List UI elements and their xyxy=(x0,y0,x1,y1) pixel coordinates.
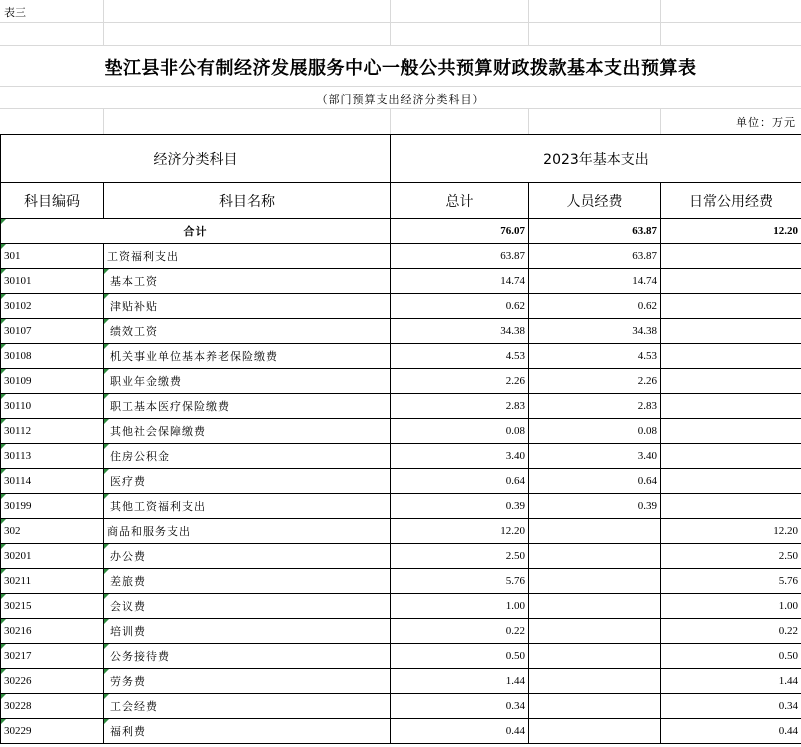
cell-daily[interactable] xyxy=(661,419,801,444)
cell-personnel-text: 0.39 xyxy=(637,500,657,512)
cell-personnel-text: 34.38 xyxy=(632,325,657,337)
cell-name[interactable] xyxy=(104,719,391,744)
cell-personnel[interactable] xyxy=(529,369,661,394)
cell-total-text: 0.64 xyxy=(505,475,525,487)
cell-daily[interactable] xyxy=(661,369,801,394)
cell-name[interactable] xyxy=(104,644,391,669)
cell-code-text: 30102 xyxy=(4,300,32,312)
cell-name[interactable] xyxy=(104,419,391,444)
table-row xyxy=(1,694,801,719)
cell-total-text: 1.44 xyxy=(505,675,525,687)
cell-name[interactable] xyxy=(104,544,391,569)
cell-code[interactable] xyxy=(1,594,104,619)
cell-code[interactable] xyxy=(1,719,104,744)
cell-code[interactable] xyxy=(1,294,104,319)
cell-total[interactable] xyxy=(391,669,529,694)
cell-daily-text: 0.50 xyxy=(778,650,798,662)
cell-code[interactable] xyxy=(1,644,104,669)
cell-code-text: 30113 xyxy=(4,450,32,462)
table-row xyxy=(1,594,801,619)
total-personnel[interactable]: 63.87 xyxy=(529,219,661,244)
text-format-marker xyxy=(104,644,109,649)
cell-daily-text: 0.44 xyxy=(778,725,798,737)
cell-code-text: 30101 xyxy=(4,275,32,287)
cell-daily[interactable] xyxy=(661,519,801,544)
cell-name[interactable] xyxy=(104,669,391,694)
budget-table xyxy=(0,134,801,744)
table-row xyxy=(1,469,801,494)
cell-total[interactable] xyxy=(391,294,529,319)
table-row xyxy=(1,719,801,744)
cell-code[interactable] xyxy=(1,669,104,694)
cell-name[interactable] xyxy=(104,469,391,494)
cell-personnel-text: 2.26 xyxy=(637,375,657,387)
cell-name[interactable] xyxy=(104,594,391,619)
cell-name[interactable] xyxy=(104,694,391,719)
cell-name-text: 工会经费 xyxy=(110,700,158,713)
cell-code-text: 30211 xyxy=(4,575,32,587)
cell-code[interactable] xyxy=(1,569,104,594)
cell-name[interactable] xyxy=(104,344,391,369)
cell-total-text: 3.40 xyxy=(505,450,525,462)
cell-personnel[interactable] xyxy=(529,294,661,319)
cell-total[interactable] xyxy=(391,344,529,369)
cell-code-text: 302 xyxy=(4,525,21,537)
cell-total-text: 34.38 xyxy=(500,325,525,337)
text-format-marker xyxy=(104,694,109,699)
table-row xyxy=(1,294,801,319)
cell-daily[interactable] xyxy=(661,319,801,344)
text-format-marker xyxy=(104,719,109,724)
cell-code-text: 30229 xyxy=(4,725,32,737)
text-format-marker xyxy=(1,319,6,324)
table-row xyxy=(1,244,801,269)
cell-total[interactable] xyxy=(391,619,529,644)
text-format-marker xyxy=(1,269,6,274)
cell-daily[interactable] xyxy=(661,469,801,494)
text-format-marker xyxy=(1,344,6,349)
cell-total[interactable] xyxy=(391,369,529,394)
cell-daily[interactable] xyxy=(661,294,801,319)
cell-total[interactable] xyxy=(391,494,529,519)
cell-name[interactable] xyxy=(104,494,391,519)
cell-personnel[interactable] xyxy=(529,269,661,294)
cell-total-text: 4.53 xyxy=(505,350,525,362)
cell-total[interactable] xyxy=(391,444,529,469)
cell-name-text: 职工基本医疗保险缴费 xyxy=(110,400,230,413)
cell-daily-text: 0.22 xyxy=(778,625,798,637)
cell-daily-text: 1.00 xyxy=(778,600,798,612)
cell-name-text: 绩效工资 xyxy=(110,325,158,338)
text-format-marker xyxy=(104,444,109,449)
text-format-marker xyxy=(1,594,6,599)
cell-code-text: 30215 xyxy=(4,600,32,612)
cell-total-text: 2.50 xyxy=(505,550,525,562)
table-row xyxy=(1,569,801,594)
text-format-marker xyxy=(104,294,109,299)
cell-name-text: 福利费 xyxy=(110,725,146,738)
cell-name-text: 机关事业单位基本养老保险缴费 xyxy=(110,350,278,363)
cell-total[interactable] xyxy=(391,394,529,419)
cell-personnel-text: 3.40 xyxy=(637,450,657,462)
cell-total[interactable] xyxy=(391,244,529,269)
text-format-marker xyxy=(104,544,109,549)
cell-name-text: 会议费 xyxy=(110,600,146,613)
text-format-marker xyxy=(104,344,109,349)
text-format-marker xyxy=(1,644,6,649)
cell-daily[interactable] xyxy=(661,619,801,644)
cell-code[interactable] xyxy=(1,244,104,269)
table-row xyxy=(1,269,801,294)
cell-name-text: 其他工资福利支出 xyxy=(110,500,206,513)
cell-code-text: 30201 xyxy=(4,550,32,562)
cell-code-text: 30107 xyxy=(4,325,32,337)
text-format-marker xyxy=(104,419,109,424)
cell-total[interactable] xyxy=(391,719,529,744)
page-title: 垫江县非公有制经济发展服务中心一般公共预算财政拨款基本支出预算表 xyxy=(104,58,697,79)
cell-personnel[interactable] xyxy=(529,719,661,744)
cell-personnel[interactable] xyxy=(529,544,661,569)
cell-personnel[interactable] xyxy=(529,319,661,344)
cell-personnel[interactable] xyxy=(529,594,661,619)
cell-total-text: 63.87 xyxy=(500,250,525,262)
cell-personnel[interactable] xyxy=(529,569,661,594)
cell-name[interactable] xyxy=(104,444,391,469)
cell-code[interactable] xyxy=(1,344,104,369)
text-format-marker xyxy=(104,369,109,374)
cell-personnel-text: 0.08 xyxy=(637,425,657,437)
cell-name-text: 医疗费 xyxy=(110,475,146,488)
cell-total-text: 2.83 xyxy=(505,400,525,412)
cell-personnel[interactable] xyxy=(529,644,661,669)
cell-daily-text: 12.20 xyxy=(773,525,798,537)
cell-total[interactable] xyxy=(391,269,529,294)
sheet-label: 表三 xyxy=(4,6,26,19)
text-format-marker xyxy=(1,469,6,474)
cell-daily[interactable] xyxy=(661,244,801,269)
header-year-basic[interactable]: 2023年基本支出 xyxy=(391,135,801,183)
cell-code[interactable] xyxy=(1,519,104,544)
table-row xyxy=(1,644,801,669)
cell-name[interactable] xyxy=(104,319,391,344)
table-row xyxy=(1,344,801,369)
cell-name[interactable] xyxy=(104,369,391,394)
cell-daily[interactable] xyxy=(661,594,801,619)
cell-daily[interactable] xyxy=(661,644,801,669)
cell-code-text: 30114 xyxy=(4,475,32,487)
cell-code[interactable] xyxy=(1,469,104,494)
cell-total-text: 0.34 xyxy=(505,700,525,712)
cell-personnel[interactable] xyxy=(529,469,661,494)
cell-personnel-text: 4.53 xyxy=(637,350,657,362)
text-format-marker xyxy=(104,619,109,624)
header-row-1 xyxy=(1,135,801,183)
cell-name-text: 差旅费 xyxy=(110,575,146,588)
cell-total[interactable] xyxy=(391,469,529,494)
text-format-marker xyxy=(1,719,6,724)
header-total[interactable]: 总计 xyxy=(391,183,529,219)
cell-daily-text: 1.44 xyxy=(778,675,798,687)
header-personnel[interactable]: 人员经费 xyxy=(529,183,661,219)
cell-name-text: 商品和服务支出 xyxy=(107,525,191,538)
cell-personnel[interactable] xyxy=(529,519,661,544)
header-name[interactable]: 科目名称 xyxy=(104,183,391,219)
cell-total-text: 0.08 xyxy=(505,425,525,437)
page-subtitle: （部门预算支出经济分类科目） xyxy=(316,93,485,106)
cell-code[interactable] xyxy=(1,619,104,644)
cell-daily[interactable] xyxy=(661,569,801,594)
cell-name-text: 公务接待费 xyxy=(110,650,170,663)
text-format-marker xyxy=(1,394,6,399)
cell-daily[interactable] xyxy=(661,719,801,744)
cell-total[interactable] xyxy=(391,569,529,594)
text-format-marker xyxy=(1,569,6,574)
text-format-marker xyxy=(104,494,109,499)
text-format-marker xyxy=(1,694,6,699)
cell-code-text: 30109 xyxy=(4,375,32,387)
cell-personnel[interactable] xyxy=(529,344,661,369)
cell-name[interactable] xyxy=(104,294,391,319)
text-format-marker xyxy=(1,294,6,299)
cell-code-text: 30110 xyxy=(4,400,32,412)
cell-code-text: 30199 xyxy=(4,500,32,512)
text-format-marker xyxy=(104,569,109,574)
text-format-marker xyxy=(104,669,109,674)
cell-name[interactable] xyxy=(104,569,391,594)
cell-name-text: 基本工资 xyxy=(110,275,158,288)
text-format-marker xyxy=(104,269,109,274)
cell-personnel[interactable] xyxy=(529,694,661,719)
cell-code-text: 301 xyxy=(4,250,21,262)
cell-daily[interactable] xyxy=(661,494,801,519)
text-format-marker xyxy=(1,669,6,674)
cell-daily-text: 5.76 xyxy=(778,575,798,587)
cell-total-text: 14.74 xyxy=(500,275,525,287)
cell-name[interactable] xyxy=(104,394,391,419)
cell-code[interactable] xyxy=(1,419,104,444)
cell-code[interactable] xyxy=(1,269,104,294)
cell-name[interactable] xyxy=(104,244,391,269)
cell-daily[interactable] xyxy=(661,669,801,694)
text-format-marker xyxy=(1,619,6,624)
header-code[interactable]: 科目编码 xyxy=(1,183,104,219)
header-row-2 xyxy=(1,183,801,219)
cell-daily[interactable] xyxy=(661,544,801,569)
cell-name[interactable] xyxy=(104,519,391,544)
text-format-marker xyxy=(1,244,6,249)
total-daily[interactable]: 12.20 xyxy=(661,219,801,244)
cell-personnel[interactable] xyxy=(529,419,661,444)
cell-code-text: 30108 xyxy=(4,350,32,362)
cell-total[interactable] xyxy=(391,594,529,619)
cell-daily[interactable] xyxy=(661,694,801,719)
table-row xyxy=(1,519,801,544)
cell-total-text: 0.44 xyxy=(505,725,525,737)
cell-personnel-text: 0.64 xyxy=(637,475,657,487)
cell-total-text: 0.22 xyxy=(505,625,525,637)
cell-total[interactable] xyxy=(391,644,529,669)
cell-personnel-text: 2.83 xyxy=(637,400,657,412)
text-format-marker xyxy=(1,494,6,499)
text-format-marker xyxy=(1,444,6,449)
cell-code[interactable] xyxy=(1,369,104,394)
cell-name-text: 培训费 xyxy=(110,625,146,638)
text-format-marker xyxy=(104,394,109,399)
cell-code-text: 30216 xyxy=(4,625,32,637)
cell-code-text: 30228 xyxy=(4,700,32,712)
table-row xyxy=(1,319,801,344)
cell-daily[interactable] xyxy=(661,394,801,419)
cell-personnel[interactable] xyxy=(529,494,661,519)
table-row xyxy=(1,494,801,519)
cell-total-text: 0.39 xyxy=(505,500,525,512)
text-format-marker xyxy=(104,319,109,324)
cell-total-text: 1.00 xyxy=(505,600,525,612)
cell-total[interactable] xyxy=(391,544,529,569)
cell-personnel-text: 14.74 xyxy=(632,275,657,287)
cell-name[interactable] xyxy=(104,619,391,644)
cell-daily-text: 2.50 xyxy=(778,550,798,562)
cell-personnel[interactable] xyxy=(529,619,661,644)
cell-total[interactable] xyxy=(391,519,529,544)
cell-code[interactable] xyxy=(1,544,104,569)
table-row xyxy=(1,369,801,394)
total-total[interactable]: 76.07 xyxy=(391,219,529,244)
cell-name-text: 其他社会保障缴费 xyxy=(110,425,206,438)
cell-code[interactable] xyxy=(1,694,104,719)
cell-daily[interactable] xyxy=(661,444,801,469)
cell-code[interactable] xyxy=(1,319,104,344)
cell-total-text: 0.62 xyxy=(505,300,525,312)
cell-total-text: 5.76 xyxy=(505,575,525,587)
text-format-marker xyxy=(104,594,109,599)
cell-total[interactable] xyxy=(391,419,529,444)
cell-code-text: 30217 xyxy=(4,650,32,662)
unit-label: 单位：万元 xyxy=(736,116,796,129)
cell-daily-text: 0.34 xyxy=(778,700,798,712)
total-row xyxy=(1,219,801,244)
cell-total-text: 0.50 xyxy=(505,650,525,662)
cell-personnel[interactable] xyxy=(529,394,661,419)
cell-name-text: 劳务费 xyxy=(110,675,146,688)
table-row xyxy=(1,419,801,444)
text-format-marker xyxy=(1,419,6,424)
cell-personnel-text: 0.62 xyxy=(637,300,657,312)
table-row xyxy=(1,444,801,469)
table-row xyxy=(1,394,801,419)
cell-personnel-text: 63.87 xyxy=(632,250,657,262)
text-format-marker xyxy=(1,519,6,524)
cell-name-text: 工资福利支出 xyxy=(107,250,179,263)
cell-name-text: 住房公积金 xyxy=(110,450,170,463)
table-row xyxy=(1,619,801,644)
cell-total-text: 2.26 xyxy=(505,375,525,387)
header-daily[interactable]: 日常公用经费 xyxy=(661,183,801,219)
cell-code[interactable] xyxy=(1,394,104,419)
cell-code[interactable] xyxy=(1,494,104,519)
table-row xyxy=(1,669,801,694)
table-row xyxy=(1,544,801,569)
cell-name[interactable] xyxy=(104,269,391,294)
header-econ-class[interactable]: 经济分类科目 xyxy=(1,135,391,183)
cell-total[interactable] xyxy=(391,694,529,719)
cell-name-text: 职业年金缴费 xyxy=(110,375,182,388)
cell-daily[interactable] xyxy=(661,269,801,294)
text-format-marker xyxy=(104,469,109,474)
cell-name-text: 办公费 xyxy=(110,550,146,563)
cell-name-text: 津贴补贴 xyxy=(110,300,158,313)
cell-daily[interactable] xyxy=(661,344,801,369)
cell-total[interactable] xyxy=(391,319,529,344)
cell-code-text: 30112 xyxy=(4,425,32,437)
total-label[interactable]: 合计 xyxy=(1,219,391,244)
cell-personnel[interactable] xyxy=(529,244,661,269)
cell-personnel[interactable] xyxy=(529,669,661,694)
cell-personnel[interactable] xyxy=(529,444,661,469)
text-format-marker xyxy=(1,369,6,374)
cell-total-text: 12.20 xyxy=(500,525,525,537)
cell-code-text: 30226 xyxy=(4,675,32,687)
text-format-marker xyxy=(1,544,6,549)
cell-code[interactable] xyxy=(1,444,104,469)
